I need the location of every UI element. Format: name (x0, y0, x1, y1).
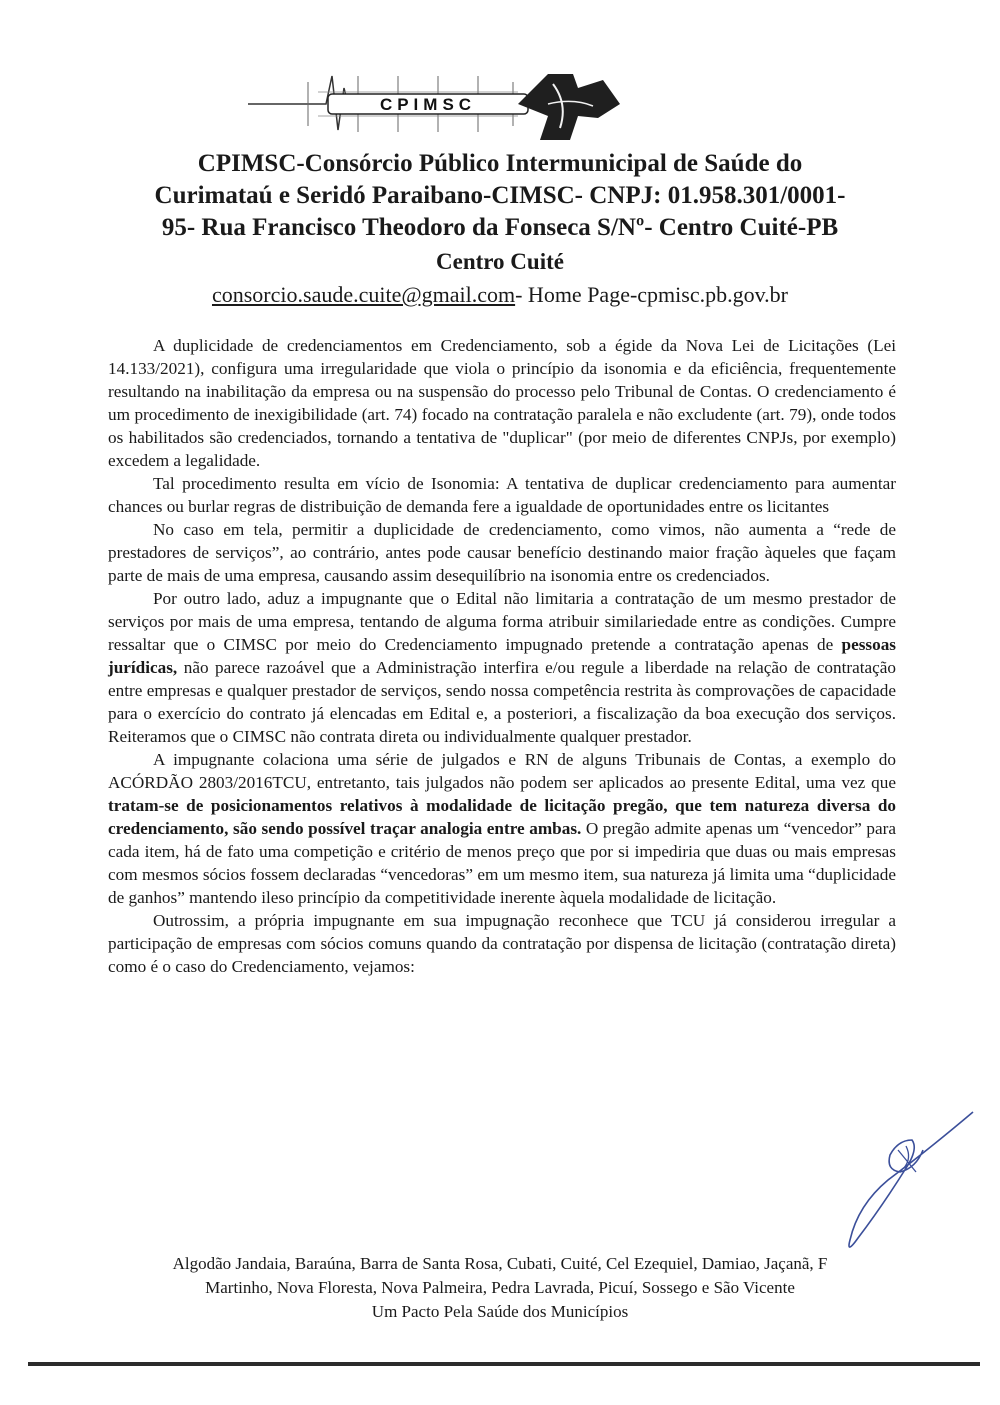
paragraph-2: Tal procedimento resulta em vício de Isonomia: A tentativa de duplicar credenciamento para aumentar chances ou burlar regras de distribuição de demanda fere a igualdade de oportunidades entre os licitantes (108, 474, 896, 516)
cpimsc-logo (248, 68, 620, 146)
header-line-3: 95- Rua Francisco Theodoro da Fonseca S/Nº- Centro Cuité-PB (161, 214, 839, 241)
paragraph-6: Outrossim, a própria impugnante em sua impugnação reconhece que TCU já considerou irregular a participação de empresas com sócios comuns quando da contratação por dispensa de licitação (contratação direta) como é o caso do Credenciamento, vejamos: (108, 911, 896, 976)
paragraph-5-bold: tratam-se de posicionamentos relativos à modalidade de licitação pregão, que tem natureza diversa do credenciamento, são sendo possível traçar analogia entre ambas. (108, 796, 896, 838)
footer-line-1: Algodão Jandaia, Baraúna, Barra de Santa Rosa, Cubati, Cuité, Cel Ezequiel, Damiao, Jaçanã, F (172, 1254, 828, 1273)
paragraph-4-bold: pessoas jurídicas, (108, 635, 896, 677)
paragraph-4 (108, 587, 896, 748)
homepage-text: - Home Page-cpmisc.pb.gov.br (515, 282, 789, 307)
paragraph-4-text-a: Por outro lado, aduz a impugnante que o Edital não limitaria a contratação de um mesmo prestador de serviços por mais de uma empresa, tentando de alguma forma atribuir similariedade entre as condições. Cumpre ressaltar que o CIMSC por meio do Credenciamento impugnado pretende a contratação apenas de (108, 589, 896, 654)
paragraph-5-text-a: A impugnante colaciona uma série de julgados e RN de alguns Tribunais de Contas, a exemplo do ACÓRDÃO 2803/2016TCU, entretanto, tais julgados não podem ser aplicados ao presente Edital, uma vez que (108, 750, 896, 792)
paragraph-5-text-b: O pregão admite apenas um “vencedor” para cada item, há de fato uma competição e critério de menos preço que por si impediria que duas ou mais empresas com mesmos sócios fossem declaradas “vencedoras” em um mesmo item, sua natureza já limita uma “duplicidade de ganhos” mantendo ileso princípio da competitividade inerente àquela modalidade de licitação. (108, 819, 896, 907)
handwritten-signature (828, 1110, 978, 1260)
footer-line-3: Um Pacto Pela Saúde dos Municípios (371, 1302, 629, 1321)
paragraph-1: A duplicidade de credenciamentos em Credenciamento, sob a égide da Nova Lei de Licitações (Lei 14.133/2021), configura uma irregularidade que viola o princípio da isonomia e da eficiência, frequentemente resultando na inabilitação da empresa ou na suspensão do processo pelo Tribunal de Contas. O credenciamento é um procedimento de inexigibilidade (art. 74) focado na contratação paralela e não excludente (art. 79), onde todos os habilitados são credenciados, tornando a tentativa de "duplicar" (por meio de diferentes CNPJs, por exemplo) excedem a legalidade. (108, 336, 896, 470)
header-line-1: CPIMSC-Consórcio Público Intermunicipal de Saúde do (197, 150, 803, 177)
logo-text: CPIMSC (379, 95, 477, 114)
bottom-rule (28, 1362, 980, 1366)
document-body (108, 334, 896, 978)
email-link[interactable]: consorcio.saude.cuite@gmail.com (211, 282, 516, 307)
paragraph-4-text-b: não parece razoável que a Administração interfira e/ou regule a liberdade na relação de contratação entre empresas e qualquer prestador de serviços, sendo nossa competência restrita às comprovações de capacidade para o exercício do contrato já elencadas em Edital e, a posteriori, a fiscalização da boa execução dos serviços. Reiteramos que o CIMSC não contrata direta ou individualmente qualquer prestador. (108, 658, 896, 746)
paragraph-5 (108, 748, 896, 909)
header-line-4: Centro Cuité (436, 249, 564, 274)
footer (80, 1252, 920, 1324)
footer-line-2: Martinho, Nova Floresta, Nova Palmeira, Pedra Lavrada, Picuí, Sossego e São Vicente (205, 1278, 795, 1297)
header-line-2: Curimataú e Seridó Paraibano-CIMSC- CNPJ: 01.958.301/0001- (154, 182, 846, 209)
paragraph-3: No caso em tela, permitir a duplicidade de credenciamento, como vimos, não aumenta a “rede de prestadores de serviços”, ao contrário, antes pode causar benefício destinando maior fração àqueles que façam parte de mais de uma empresa, causando assim desequilíbrio na isonomia entre os credenciados. (108, 520, 896, 585)
contact-line (80, 280, 920, 310)
